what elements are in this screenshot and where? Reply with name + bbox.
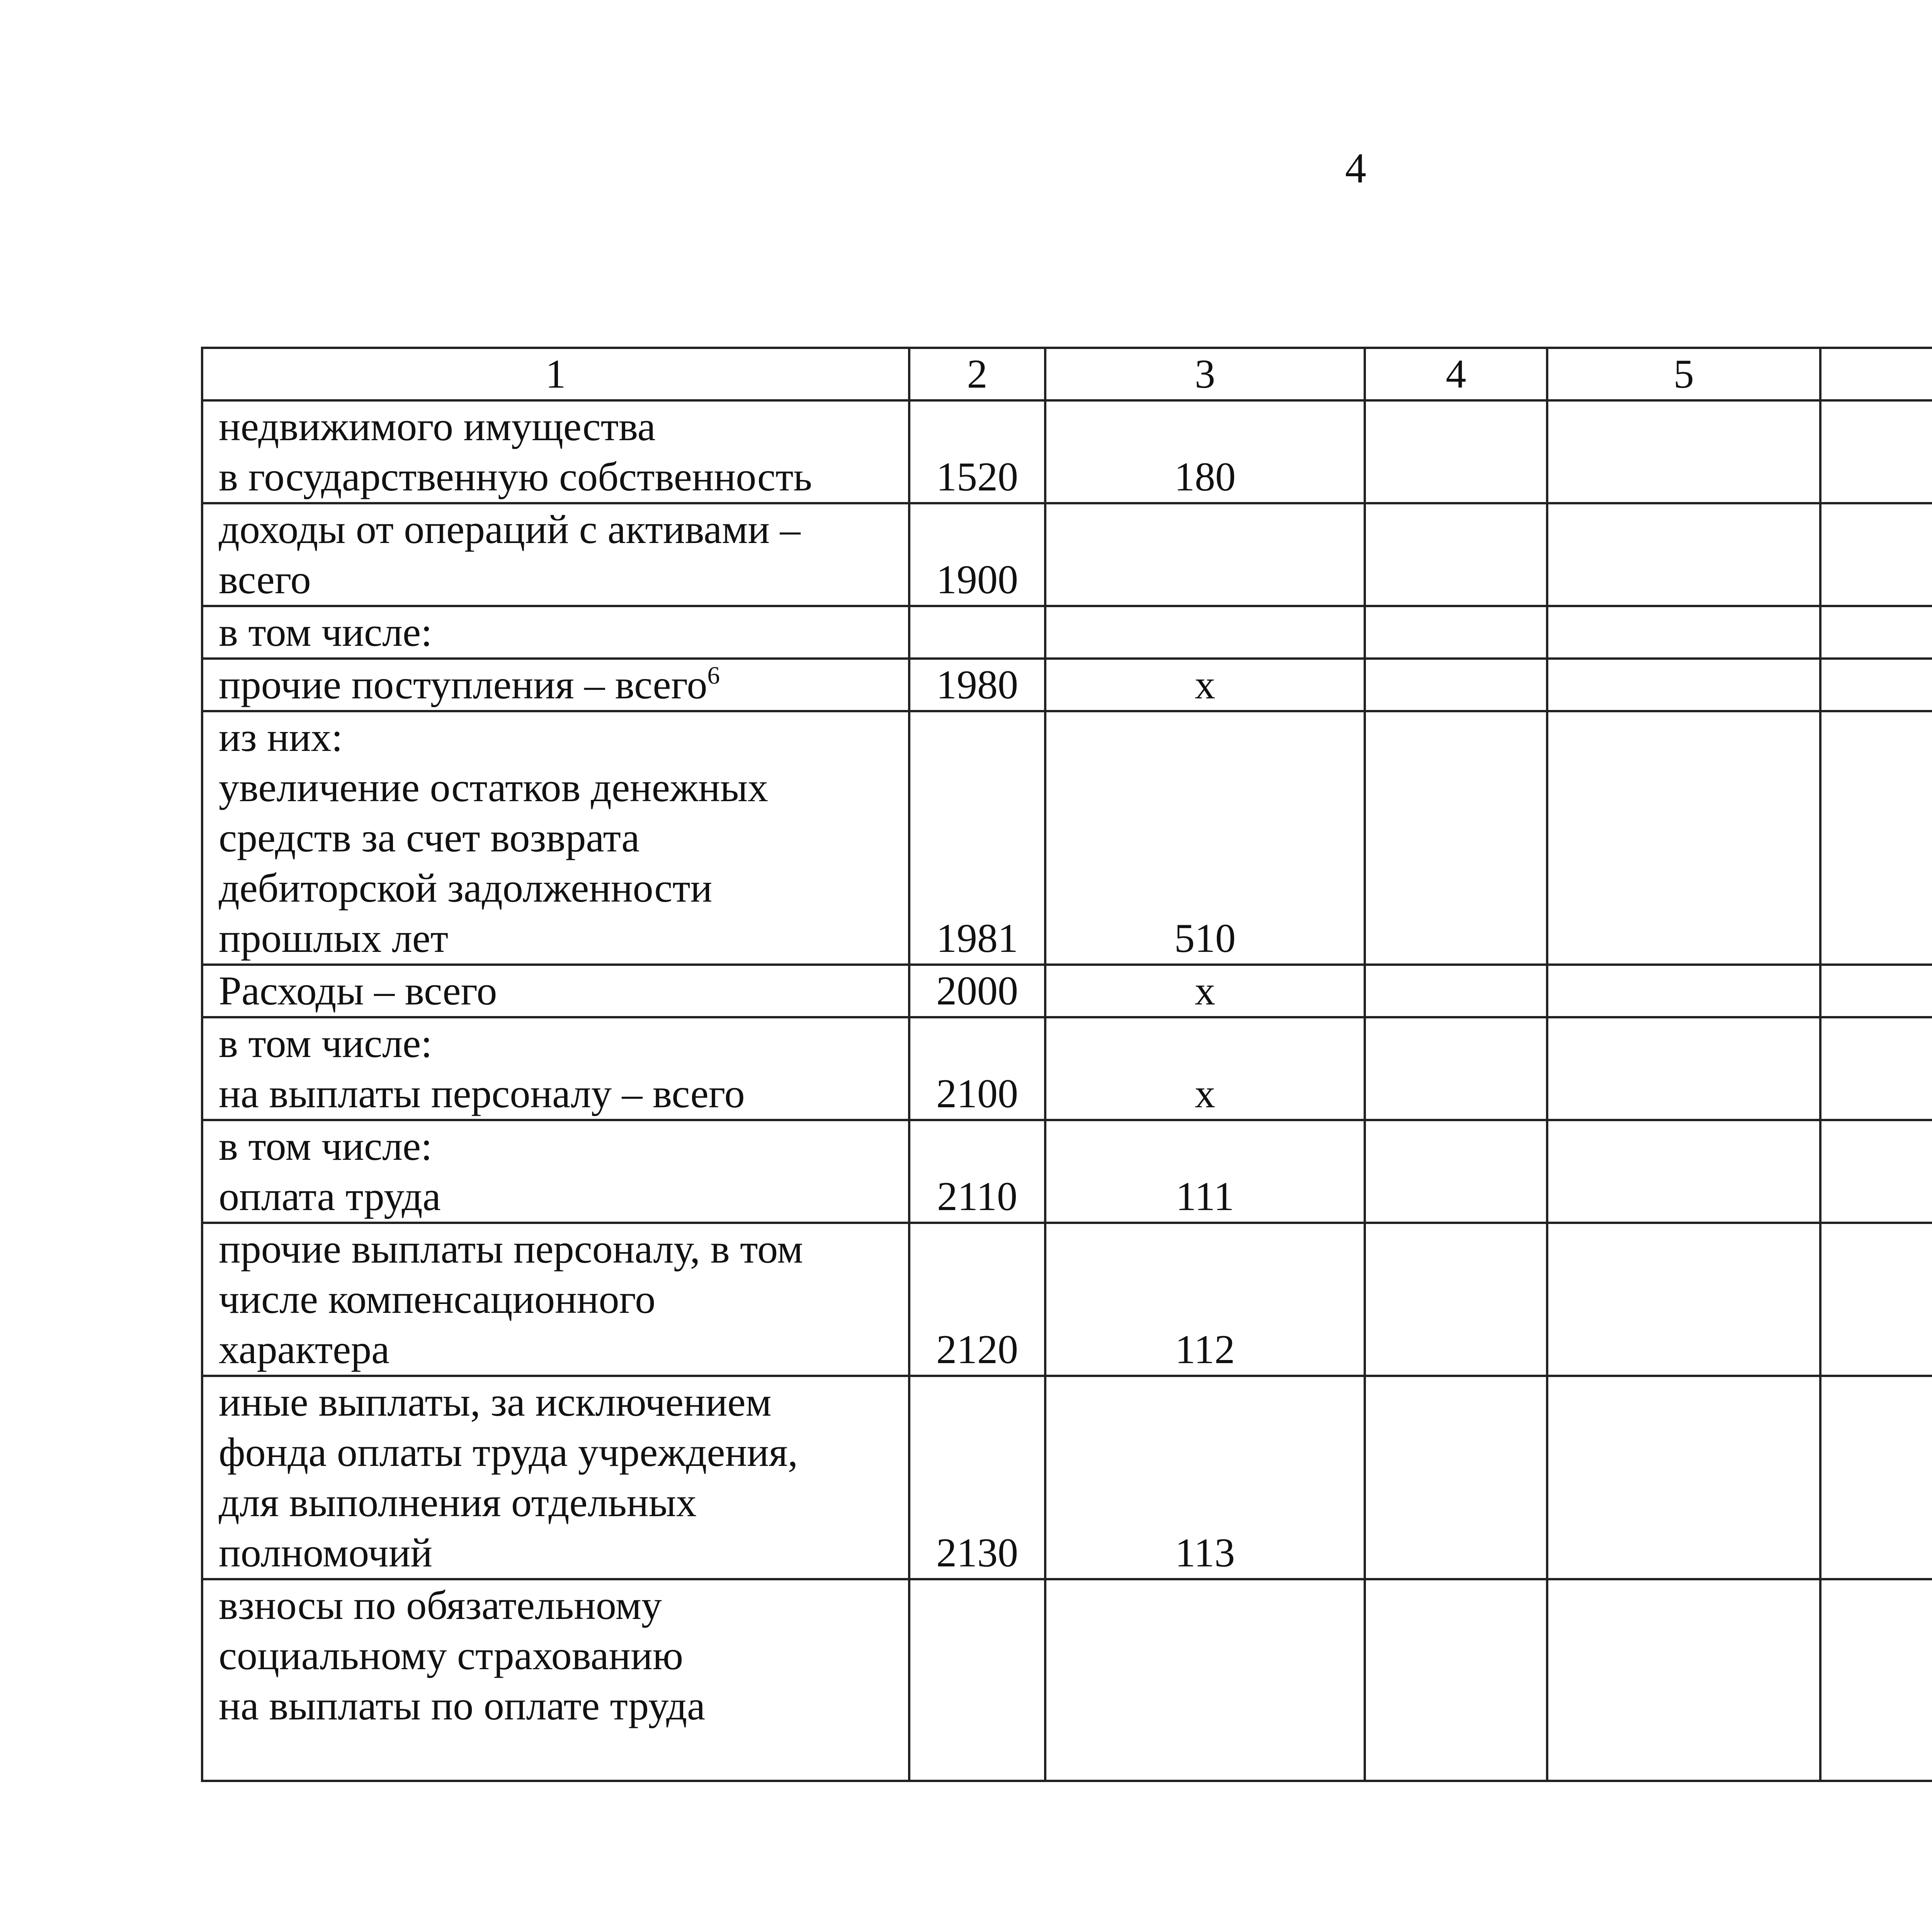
row-description-text: прочие выплаты персоналу, в том [219,1226,803,1272]
row-description-text: в том числе: [219,609,432,655]
row-description-line [219,712,897,763]
row-description-line [219,660,897,710]
row-description-text: социальному страхованию [219,1633,684,1678]
cell-code: 2000 [909,965,1045,1017]
row-description-text: полномочий [219,1530,433,1575]
table-row [202,1017,1932,1120]
row-description-line [219,1224,897,1274]
row-description-line [219,1324,897,1375]
header-cell: 1 [202,348,909,400]
cell-code: 1981 [909,711,1045,965]
row-description-line [219,607,897,657]
cell-c4 [1365,965,1547,1017]
row-description [202,1223,909,1376]
cell-c6 [1820,1376,1932,1579]
row-description-text: в государственную собственность [219,454,812,499]
cell-c4 [1365,1017,1547,1120]
cell-c5 [1547,1376,1820,1579]
cell-c5 [1547,659,1820,711]
row-description-line [219,1681,897,1731]
cell-kbk [1045,503,1365,606]
row-description-text: Расходы – всего [219,968,497,1013]
row-description-line [219,966,897,1016]
cell-c6 [1820,711,1932,965]
header-cell [1820,348,1932,400]
cell-c6 [1820,1223,1932,1376]
cell-c5 [1547,1223,1820,1376]
cell-c6 [1820,659,1932,711]
row-description-text: в том числе: [219,1021,432,1066]
cell-c5 [1547,1017,1820,1120]
cell-code: 1900 [909,503,1045,606]
cell-code [909,606,1045,659]
row-description-text: характера [219,1327,390,1372]
row-description-line [219,813,897,863]
row-description-text: из них: [219,715,343,760]
row-description-text: доходы от операций с активами – [219,507,801,552]
row-description-text: в том числе: [219,1123,432,1169]
cell-c5 [1547,1120,1820,1223]
cell-kbk: 510 [1045,711,1365,965]
cell-c5 [1547,1579,1820,1781]
cell-c4 [1365,1223,1547,1376]
cell-code: 2130 [909,1376,1045,1579]
row-description-line [219,863,897,913]
row-description-text: средств за счет возврата [219,815,640,860]
cell-code [909,1579,1045,1781]
row-description-line [219,1377,897,1427]
row-description-text: прочие поступления – всего [219,662,707,707]
row-description-line [219,555,897,605]
cell-c5 [1547,965,1820,1017]
cell-kbk: x [1045,659,1365,711]
cell-c6 [1820,503,1932,606]
table-row [202,606,1932,659]
row-description-line [219,402,897,452]
footnote-marker: 6 [707,662,720,689]
cell-c4 [1365,503,1547,606]
header-cell: 2 [909,348,1045,400]
header-cell: 5 [1547,348,1820,400]
row-description-line [219,1478,897,1528]
row-description-text: дебиторской задолженности [219,865,713,911]
row-description-text: взносы по обязательному [219,1583,662,1628]
table-row [202,1223,1932,1376]
cell-c6 [1820,400,1932,503]
table-row [202,1579,1932,1781]
cell-code: 2110 [909,1120,1045,1223]
row-description-line [219,1069,897,1119]
row-description [202,606,909,659]
table-row [202,1376,1932,1579]
cell-c4 [1365,659,1547,711]
table-row [202,400,1932,503]
header-row [202,348,1932,400]
row-description-line [219,913,897,963]
cell-c6 [1820,965,1932,1017]
row-description [202,400,909,503]
cell-code: 2120 [909,1223,1045,1376]
row-description [202,965,909,1017]
header-cell: 3 [1045,348,1365,400]
cell-c4 [1365,711,1547,965]
row-description-text: на выплаты по оплате труда [219,1683,706,1728]
cell-c4 [1365,400,1547,503]
cell-c4 [1365,1376,1547,1579]
cell-c5 [1547,503,1820,606]
row-description [202,1120,909,1223]
cell-code: 1520 [909,400,1045,503]
cell-c4 [1365,1120,1547,1223]
cell-c6 [1820,606,1932,659]
row-description [202,711,909,965]
row-description-text: иные выплаты, за исключением [219,1379,772,1425]
cell-c6 [1820,1017,1932,1120]
row-description-text: прошлых лет [219,916,449,961]
row-description-line [219,1427,897,1478]
cell-c6 [1820,1120,1932,1223]
row-description-text: на выплаты персоналу – всего [219,1071,745,1116]
cell-kbk: 112 [1045,1223,1365,1376]
row-description [202,503,909,606]
row-description [202,659,909,711]
cell-code: 1980 [909,659,1045,711]
cell-kbk: x [1045,965,1365,1017]
row-description-line [219,452,897,502]
cell-kbk: 111 [1045,1120,1365,1223]
cell-kbk: 113 [1045,1376,1365,1579]
row-description-line [219,1121,897,1171]
row-description [202,1017,909,1120]
row-description-line [219,1171,897,1222]
header-cell: 4 [1365,348,1547,400]
form-table [201,347,1932,1782]
cell-c5 [1547,400,1820,503]
table-row [202,1120,1932,1223]
row-description-line [219,1580,897,1631]
row-description-text: увеличение остатков денежных [219,765,768,810]
cell-kbk: 180 [1045,400,1365,503]
row-description-line [219,763,897,813]
row-description-line [219,1528,897,1578]
table-row [202,711,1932,965]
row-description [202,1579,909,1781]
table-row [202,965,1932,1017]
page-number: 4 [1345,145,1366,192]
cell-c4 [1365,606,1547,659]
cell-c5 [1547,606,1820,659]
row-description-text: оплата труда [219,1174,441,1219]
row-description-text: для выполнения отдельных [219,1480,697,1525]
row-description-text: всего [219,557,311,602]
cell-kbk: x [1045,1017,1365,1120]
table-row [202,659,1932,711]
row-description-line [219,1274,897,1324]
cell-c6 [1820,1579,1932,1781]
row-description-text: недвижимого имущества [219,404,656,449]
row-description [202,1376,909,1579]
cell-kbk [1045,606,1365,659]
row-description-line [219,1631,897,1681]
row-description-text: фонда оплаты труда учреждения, [219,1430,798,1475]
table-row [202,503,1932,606]
cell-code: 2100 [909,1017,1045,1120]
row-description-line [219,1018,897,1069]
cell-c5 [1547,711,1820,965]
row-description-text: числе компенсационного [219,1277,656,1322]
cell-kbk [1045,1579,1365,1781]
cell-c4 [1365,1579,1547,1781]
row-description-line [219,504,897,555]
